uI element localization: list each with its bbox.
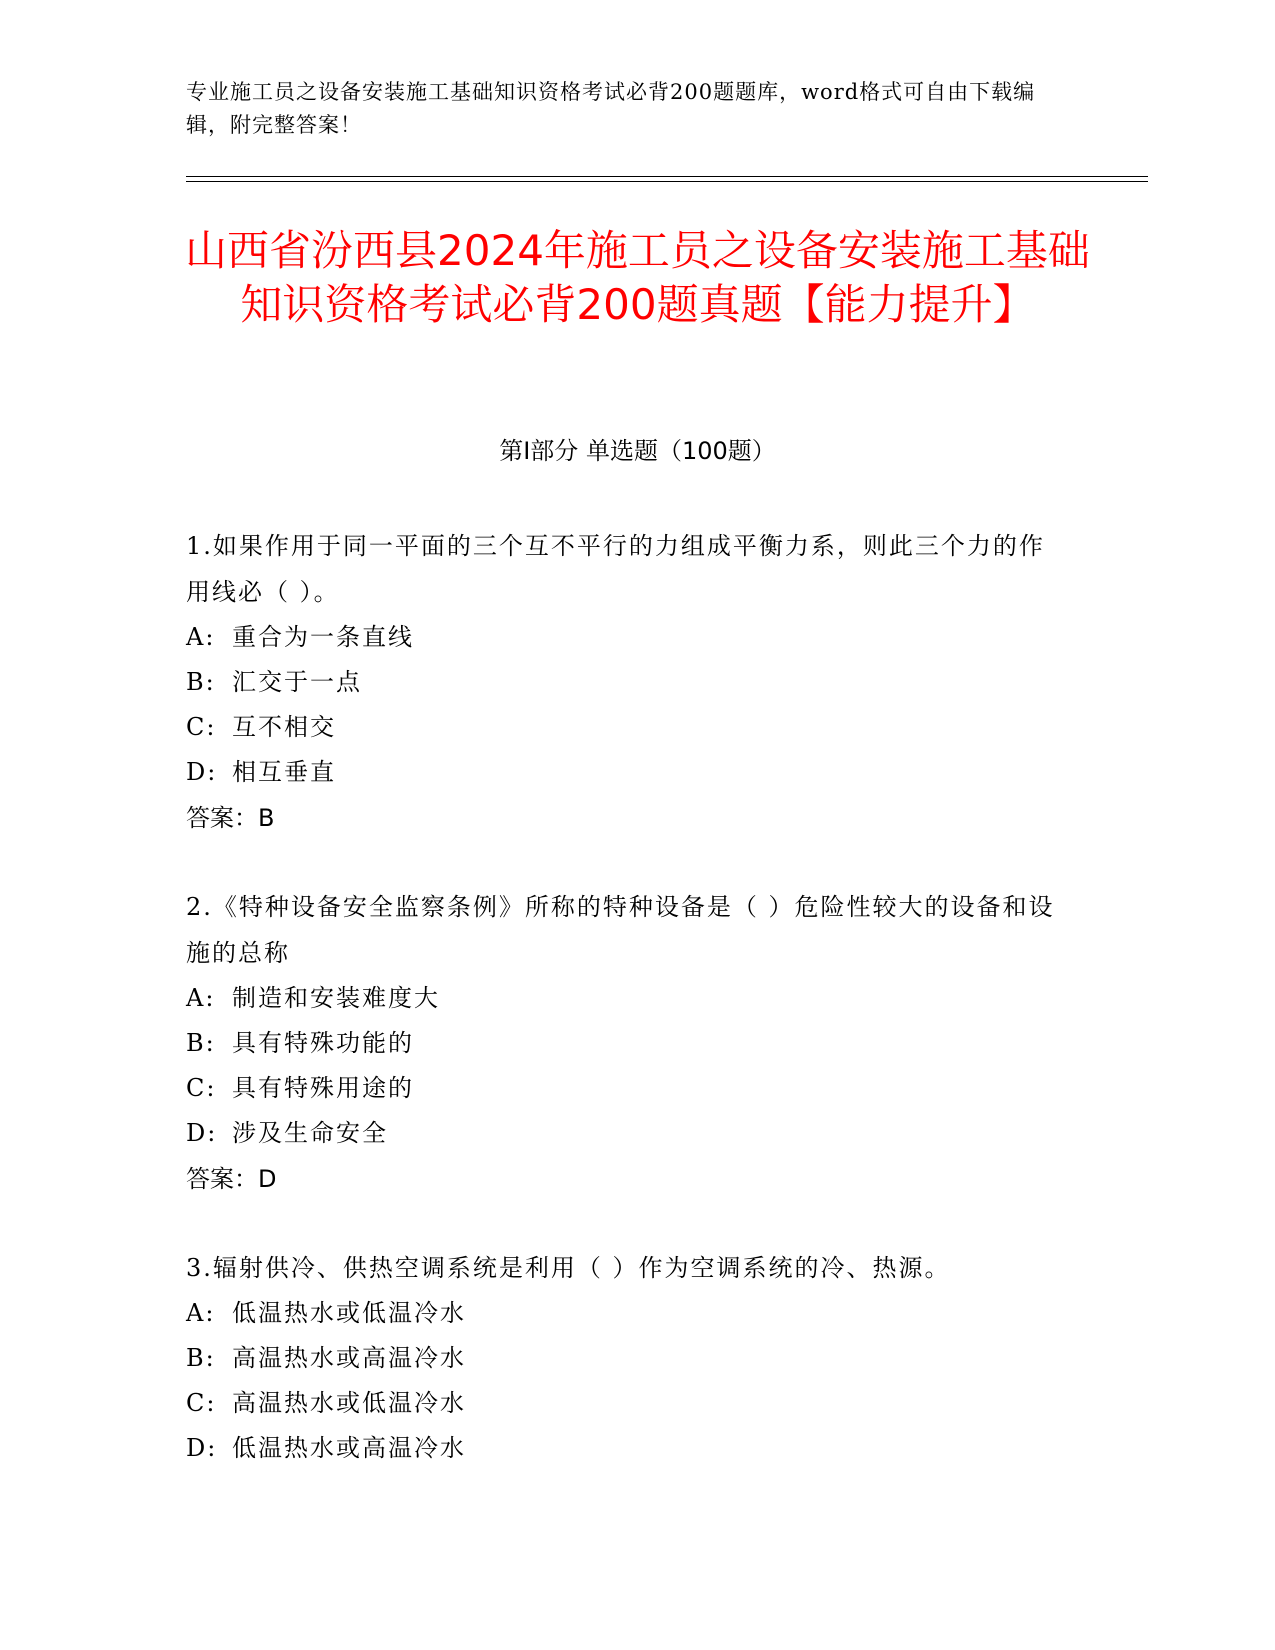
option-d xyxy=(186,750,1066,795)
option-text: 制造和安装难度大 xyxy=(232,984,440,1012)
option-a xyxy=(186,615,1066,660)
option-text: 重合为一条直线 xyxy=(232,623,414,651)
header-divider-bottom xyxy=(186,181,1148,182)
option-key: C: xyxy=(186,1074,217,1102)
option-text: 相互垂直 xyxy=(232,758,336,786)
option-key: C: xyxy=(186,713,217,741)
option-key: D: xyxy=(186,758,218,786)
option-text: 高温热水或高温冷水 xyxy=(232,1344,466,1372)
option-c xyxy=(186,1066,1066,1111)
header-note: 专业施工员之设备安装施工基础知识资格考试必背200题题库，word格式可自由下载编辑，附完整答案！ xyxy=(186,80,1036,137)
option-key: D: xyxy=(186,1119,218,1147)
option-key: D: xyxy=(186,1434,218,1462)
option-key: B: xyxy=(186,668,216,696)
option-b xyxy=(186,1336,1066,1381)
option-text: 低温热水或低温冷水 xyxy=(232,1299,466,1327)
option-b xyxy=(186,660,1066,705)
option-d xyxy=(186,1111,1066,1156)
option-d xyxy=(186,1426,1066,1471)
option-text: 具有特殊用途的 xyxy=(232,1074,414,1102)
question-stem: 2.《特种设备安全监察条例》所称的特种设备是（ ）危险性较大的设备和设施的总称 xyxy=(186,893,1055,967)
option-text: 互不相交 xyxy=(232,713,336,741)
answer: 答案：D xyxy=(186,1165,277,1193)
answer: 答案：B xyxy=(186,804,275,832)
document-title: 山西省汾西县2024年施工员之设备安装施工基础知识资格考试必背200题真题【能力提升】 xyxy=(185,226,1090,329)
section-title: 第I部分 单选题（100题） xyxy=(499,437,776,465)
option-key: B: xyxy=(186,1029,216,1057)
question-1 xyxy=(186,523,1066,841)
option-a xyxy=(186,976,1066,1021)
option-key: A: xyxy=(186,623,216,651)
question-stem: 1.如果作用于同一平面的三个互不平行的力组成平衡力系，则此三个力的作用线必（ ）。 xyxy=(186,532,1045,606)
option-c xyxy=(186,705,1066,750)
option-text: 涉及生命安全 xyxy=(232,1119,388,1147)
option-key: B: xyxy=(186,1344,216,1372)
option-text: 低温热水或高温冷水 xyxy=(232,1434,466,1462)
option-key: A: xyxy=(186,1299,216,1327)
option-c xyxy=(186,1381,1066,1426)
option-a xyxy=(186,1291,1066,1336)
question-2 xyxy=(186,884,1066,1202)
question-3 xyxy=(186,1245,1066,1471)
option-text: 高温热水或低温冷水 xyxy=(232,1389,466,1417)
option-text: 具有特殊功能的 xyxy=(232,1029,414,1057)
header-divider-top xyxy=(186,176,1148,177)
option-key: A: xyxy=(186,984,216,1012)
question-stem: 3.辐射供冷、供热空调系统是利用（ ）作为空调系统的冷、热源。 xyxy=(186,1254,951,1282)
option-key: C: xyxy=(186,1389,217,1417)
option-text: 汇交于一点 xyxy=(232,668,362,696)
option-b xyxy=(186,1021,1066,1066)
